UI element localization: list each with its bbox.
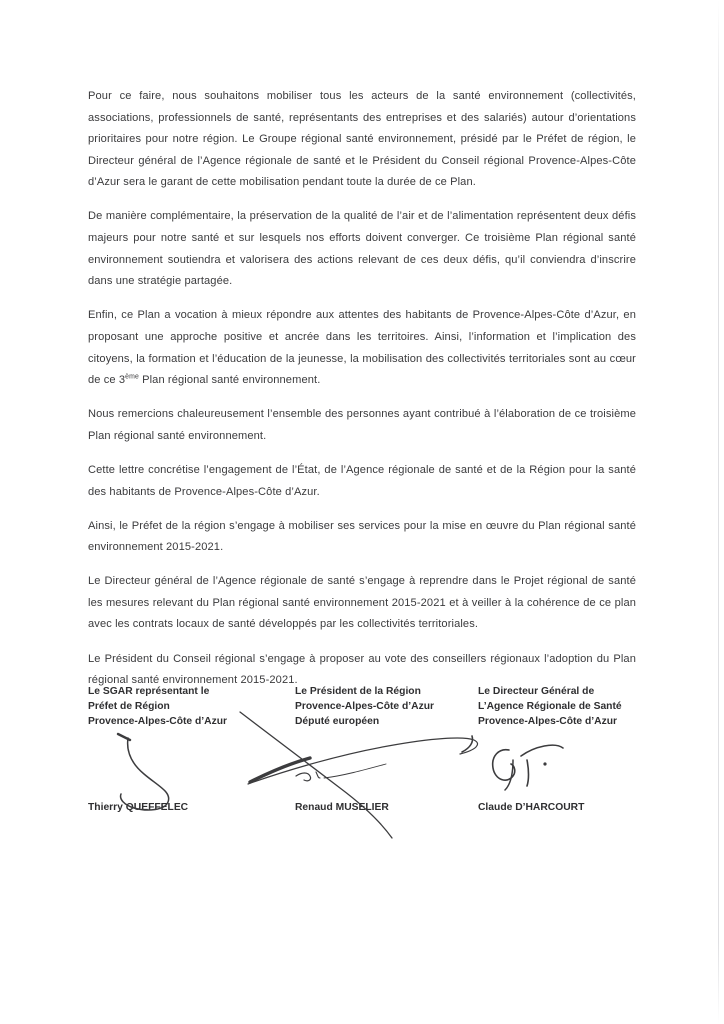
signatory-name-queffelec: Thierry QUEFFELEC [88, 802, 189, 813]
signature-title-line-2: Provence-Alpes-Côte d’Azur [295, 701, 435, 713]
signature-mark-dharcourt-icon [483, 726, 603, 806]
signature-title-line-2: Préfet de Région [88, 701, 170, 713]
signature-title-line-2: L’Agence Régionale de Santé [478, 701, 622, 713]
signature-block [88, 684, 636, 824]
paragraph-4: Nous remercions chaleureusement l’ensemble des personnes ayant contribué à l’élaboration de ce troisième Plan régional santé environnement. [88, 408, 636, 442]
paragraph-3 [88, 305, 636, 391]
paragraph-3-before: Enfin, ce Plan a vocation à mieux répondre aux attentes des habitants de Provence-Alpes-Côte d’Azur, en proposant une approche positive et ancrée dans les territoires. Ainsi, l’information et l’implication des citoyens, la formation et l’éducation de la jeunesse, la mobilisation des collectivités territoriales sont au cœur de ce 3 [88, 309, 636, 387]
paragraph-3-after: Plan régional santé environnement. [138, 374, 321, 387]
signature-title-line-3: Provence-Alpes-Côte d’Azur [478, 716, 618, 728]
ordinal-superscript: ème [125, 373, 139, 381]
paragraph-2: De manière complémentaire, la préservation de la qualité de l’air et de l’alimentation représentent deux défis majeurs pour notre santé et sur lesquels nos efforts doivent converger. Ce troisième Plan régional santé environnement soutiendra et valorisera des actions relevant de ces deux défis, qu’il conviendra d’inscrire dans une stratégie partagée. [88, 210, 636, 288]
signatory-name-dharcourt: Claude D’HARCOURT [478, 802, 585, 813]
paragraph-7: Le Directeur général de l’Agence régionale de santé s’engage à reprendre dans le Projet régional de santé les mesures relevant du Plan régional santé environnement 2015-2021 et à veiller à la cohérence de ce plan avec les contrats locaux de santé développés par les collectivités territoriales. [88, 575, 636, 631]
letter-body [88, 86, 636, 692]
signature-column-prefet [88, 684, 278, 813]
signature-title-line-1: Le SGAR représentant le [88, 686, 210, 697]
paragraph-5: Cette lettre concrétise l’engagement de l’État, de l’Agence régionale de santé et de la Région pour la santé des habitants de Provence-Alpes-Côte d’Azur. [88, 463, 636, 498]
signature-column-president-region [295, 684, 475, 813]
paragraph-6: Ainsi, le Préfet de la région s’engage à mobiliser ses services pour la mise en œuvre du Plan régional santé environnement 2015-2021. [88, 519, 636, 554]
signatory-name-muselier: Renaud MUSELIER [295, 802, 389, 813]
signature-column-directeur-ars [478, 684, 658, 813]
signature-title-line-1: Le Directeur Général de [478, 686, 595, 697]
signature-title-line-3: Député européen [295, 716, 380, 728]
signature-title-line-3: Provence-Alpes-Côte d’Azur [88, 716, 228, 728]
paragraph-8: Le Président du Conseil régional s’engage à proposer au vote des conseillers régionaux l’adoption du Plan régional santé environnement 2015-2021. [88, 652, 636, 687]
signature-title-line-1: Le Président de la Région [295, 686, 421, 697]
scan-edge-artifact [718, 0, 719, 1024]
paragraph-1: Pour ce faire, nous souhaitons mobiliser tous les acteurs de la santé environnement (collectivités, associations, professionnels de santé, représentants des entreprises et des salariés) autour d’orientations prioritaires pour notre région. Le Groupe régional santé environnement, présidé par le Préfet de région, le Directeur général de l’Agence régionale de santé et le Président du Conseil régional Provence-Alpes-Côte d’Azur sera le garant de cette mobilisation pendant toute la durée de ce Plan. [88, 90, 636, 189]
